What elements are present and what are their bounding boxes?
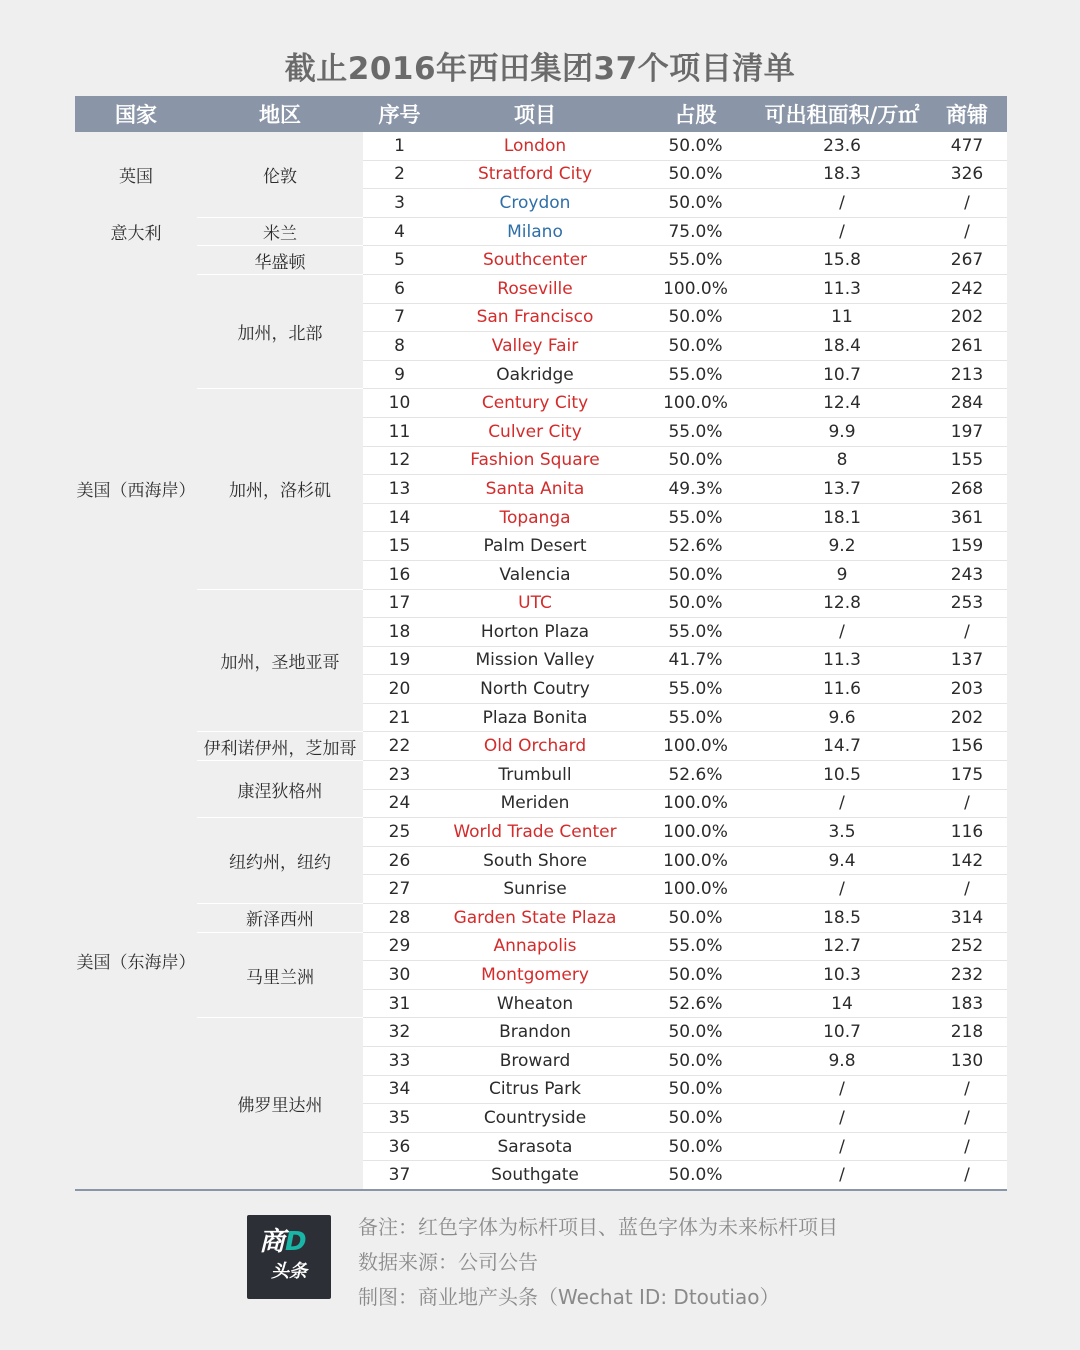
region-cell: 米兰 [197, 217, 363, 246]
area-cell: 11 [757, 303, 927, 332]
area-cell: / [757, 1161, 927, 1190]
share-cell: 50.0% [634, 1161, 757, 1190]
area-cell: / [757, 789, 927, 818]
region-cell: 康涅狄格州 [197, 761, 363, 818]
share-cell: 100.0% [634, 818, 757, 847]
shops-cell: / [927, 875, 1007, 904]
area-cell: 13.7 [757, 475, 927, 504]
header-area: 可出租面积/万㎡ [757, 96, 927, 132]
project-name-cell: Valencia [436, 560, 634, 589]
shops-cell: 268 [927, 475, 1007, 504]
project-name-cell: Plaza Bonita [436, 703, 634, 732]
project-name-cell: Milano [436, 217, 634, 246]
shops-cell: 252 [927, 932, 1007, 961]
area-cell: / [757, 189, 927, 218]
number-cell: 4 [363, 217, 436, 246]
area-cell: 10.3 [757, 961, 927, 990]
number-cell: 26 [363, 846, 436, 875]
area-cell: 18.1 [757, 503, 927, 532]
project-name-cell: Croydon [436, 189, 634, 218]
table-row [75, 761, 1007, 790]
number-cell: 29 [363, 932, 436, 961]
brand-logo [247, 1215, 331, 1299]
number-cell: 22 [363, 732, 436, 761]
area-cell: 9.9 [757, 417, 927, 446]
shops-cell: / [927, 217, 1007, 246]
note-legend: 备注：红色字体为标杆项目、蓝色字体为未来标杆项目 [358, 1215, 838, 1239]
shops-cell: 142 [927, 846, 1007, 875]
shops-cell: 242 [927, 274, 1007, 303]
project-name-cell: Oakridge [436, 360, 634, 389]
shops-cell: / [927, 1104, 1007, 1133]
shops-cell: 314 [927, 904, 1007, 933]
area-cell: / [757, 217, 927, 246]
project-name-cell: South Shore [436, 846, 634, 875]
area-cell: 12.4 [757, 389, 927, 418]
shops-cell: 116 [927, 818, 1007, 847]
table-row [75, 274, 1007, 303]
number-cell: 33 [363, 1047, 436, 1076]
note-credit: 制图：商业地产头条（Wechat ID: Dtoutiao） [358, 1285, 780, 1309]
shops-cell: 203 [927, 675, 1007, 704]
shops-cell: 326 [927, 160, 1007, 189]
project-name-cell: Stratford City [436, 160, 634, 189]
number-cell: 18 [363, 618, 436, 647]
project-name-cell: Montgomery [436, 961, 634, 990]
share-cell: 55.0% [634, 675, 757, 704]
share-cell: 50.0% [634, 1047, 757, 1076]
project-name-cell: Palm Desert [436, 532, 634, 561]
shops-cell: 243 [927, 560, 1007, 589]
share-cell: 50.0% [634, 160, 757, 189]
share-cell: 55.0% [634, 503, 757, 532]
number-cell: 7 [363, 303, 436, 332]
number-cell: 13 [363, 475, 436, 504]
project-name-cell: London [436, 132, 634, 160]
shops-cell: 253 [927, 589, 1007, 618]
project-name-cell: Culver City [436, 417, 634, 446]
share-cell: 50.0% [634, 961, 757, 990]
share-cell: 100.0% [634, 389, 757, 418]
header-share: 占股 [634, 96, 757, 132]
number-cell: 30 [363, 961, 436, 990]
shops-cell: 130 [927, 1047, 1007, 1076]
logo-text-shang: 商 [259, 1227, 286, 1257]
region-cell: 伦敦 [197, 132, 363, 217]
area-cell: 9.6 [757, 703, 927, 732]
project-name-cell: Trumbull [436, 761, 634, 790]
table-row [75, 932, 1007, 961]
table-row [75, 732, 1007, 761]
shops-cell: 155 [927, 446, 1007, 475]
number-cell: 6 [363, 274, 436, 303]
project-name-cell: Annapolis [436, 932, 634, 961]
number-cell: 14 [363, 503, 436, 532]
number-cell: 5 [363, 246, 436, 275]
area-cell: 8 [757, 446, 927, 475]
region-cell: 佛罗里达州 [197, 1018, 363, 1190]
project-name-cell: Meriden [436, 789, 634, 818]
area-cell: 11.6 [757, 675, 927, 704]
share-cell: 55.0% [634, 932, 757, 961]
region-cell: 加州，圣地亚哥 [197, 589, 363, 732]
shops-cell: / [927, 618, 1007, 647]
share-cell: 75.0% [634, 217, 757, 246]
country-cell: 美国（东海岸） [75, 732, 197, 1190]
number-cell: 23 [363, 761, 436, 790]
header-number: 序号 [363, 96, 436, 132]
table-header-row [75, 96, 1007, 132]
share-cell: 100.0% [634, 875, 757, 904]
project-name-cell: Southcenter [436, 246, 634, 275]
number-cell: 31 [363, 989, 436, 1018]
share-cell: 55.0% [634, 360, 757, 389]
region-cell: 伊利诺伊州，芝加哥 [197, 732, 363, 761]
shops-cell: 137 [927, 646, 1007, 675]
number-cell: 21 [363, 703, 436, 732]
table-row [75, 217, 1007, 246]
shops-cell: 232 [927, 961, 1007, 990]
project-name-cell: World Trade Center [436, 818, 634, 847]
shops-cell: 156 [927, 732, 1007, 761]
share-cell: 52.6% [634, 761, 757, 790]
share-cell: 100.0% [634, 732, 757, 761]
share-cell: 55.0% [634, 417, 757, 446]
region-cell: 加州，洛杉矶 [197, 389, 363, 589]
area-cell: 14 [757, 989, 927, 1018]
share-cell: 49.3% [634, 475, 757, 504]
number-cell: 25 [363, 818, 436, 847]
region-cell: 马里兰洲 [197, 932, 363, 1018]
shops-cell: 159 [927, 532, 1007, 561]
shops-cell: 477 [927, 132, 1007, 160]
share-cell: 50.0% [634, 132, 757, 160]
area-cell: 12.8 [757, 589, 927, 618]
shops-cell: 183 [927, 989, 1007, 1018]
header-country: 国家 [75, 96, 197, 132]
project-name-cell: Sarasota [436, 1132, 634, 1161]
area-cell: 9.8 [757, 1047, 927, 1076]
logo-line-1 [259, 1227, 307, 1257]
header-region: 地区 [197, 96, 363, 132]
project-name-cell: Roseville [436, 274, 634, 303]
footnotes [358, 1210, 838, 1315]
shops-cell: 218 [927, 1018, 1007, 1047]
number-cell: 9 [363, 360, 436, 389]
region-cell: 新泽西州 [197, 904, 363, 933]
project-name-cell: Countryside [436, 1104, 634, 1133]
area-cell: 11.3 [757, 646, 927, 675]
area-cell: 3.5 [757, 818, 927, 847]
number-cell: 1 [363, 132, 436, 160]
number-cell: 34 [363, 1075, 436, 1104]
table-row [75, 132, 1007, 160]
number-cell: 24 [363, 789, 436, 818]
number-cell: 12 [363, 446, 436, 475]
share-cell: 50.0% [634, 560, 757, 589]
share-cell: 41.7% [634, 646, 757, 675]
shops-cell: 202 [927, 703, 1007, 732]
number-cell: 36 [363, 1132, 436, 1161]
area-cell: 14.7 [757, 732, 927, 761]
project-name-cell: UTC [436, 589, 634, 618]
project-name-cell: Brandon [436, 1018, 634, 1047]
number-cell: 16 [363, 560, 436, 589]
logo-text-d: D [285, 1227, 307, 1257]
note-source: 数据来源：公司公告 [358, 1250, 538, 1274]
region-cell: 纽约州，纽约 [197, 818, 363, 904]
number-cell: 15 [363, 532, 436, 561]
area-cell: 11.3 [757, 274, 927, 303]
table-row [75, 589, 1007, 618]
shops-cell: 202 [927, 303, 1007, 332]
project-name-cell: Garden State Plaza [436, 904, 634, 933]
share-cell: 50.0% [634, 904, 757, 933]
number-cell: 3 [363, 189, 436, 218]
share-cell: 100.0% [634, 274, 757, 303]
area-cell: 18.5 [757, 904, 927, 933]
project-name-cell: Topanga [436, 503, 634, 532]
share-cell: 55.0% [634, 246, 757, 275]
country-cell: 意大利 [75, 217, 197, 246]
area-cell: / [757, 875, 927, 904]
share-cell: 50.0% [634, 1075, 757, 1104]
project-name-cell: Broward [436, 1047, 634, 1076]
area-cell: 9.4 [757, 846, 927, 875]
shops-cell: 284 [927, 389, 1007, 418]
area-cell: 18.3 [757, 160, 927, 189]
share-cell: 55.0% [634, 703, 757, 732]
bottom-divider [75, 1189, 1007, 1191]
area-cell: / [757, 1132, 927, 1161]
share-cell: 100.0% [634, 789, 757, 818]
number-cell: 35 [363, 1104, 436, 1133]
shops-cell: / [927, 1161, 1007, 1190]
number-cell: 8 [363, 332, 436, 361]
project-name-cell: Mission Valley [436, 646, 634, 675]
number-cell: 11 [363, 417, 436, 446]
area-cell: 15.8 [757, 246, 927, 275]
table-row [75, 1018, 1007, 1047]
share-cell: 50.0% [634, 1018, 757, 1047]
shops-cell: 361 [927, 503, 1007, 532]
table-row [75, 389, 1007, 418]
page-title: 截止2016年西田集团37个项目清单 [284, 51, 796, 87]
number-cell: 37 [363, 1161, 436, 1190]
project-name-cell: North Coutry [436, 675, 634, 704]
project-name-cell: Sunrise [436, 875, 634, 904]
area-cell: 10.5 [757, 761, 927, 790]
number-cell: 32 [363, 1018, 436, 1047]
share-cell: 52.6% [634, 532, 757, 561]
number-cell: 20 [363, 675, 436, 704]
share-cell: 50.0% [634, 589, 757, 618]
logo-line-2: 头条 [271, 1261, 307, 1282]
shops-cell: 175 [927, 761, 1007, 790]
table-row [75, 904, 1007, 933]
area-cell: 10.7 [757, 360, 927, 389]
area-cell: / [757, 1104, 927, 1133]
project-name-cell: Santa Anita [436, 475, 634, 504]
share-cell: 50.0% [634, 446, 757, 475]
area-cell: / [757, 1075, 927, 1104]
project-table [75, 96, 1007, 1190]
header-project: 项目 [436, 96, 634, 132]
number-cell: 2 [363, 160, 436, 189]
project-name-cell: Valley Fair [436, 332, 634, 361]
table-row [75, 246, 1007, 275]
area-cell: 23.6 [757, 132, 927, 160]
area-cell: 18.4 [757, 332, 927, 361]
project-name-cell: Century City [436, 389, 634, 418]
region-cell: 加州，北部 [197, 274, 363, 388]
number-cell: 19 [363, 646, 436, 675]
share-cell: 100.0% [634, 846, 757, 875]
table-row [75, 818, 1007, 847]
project-name-cell: Citrus Park [436, 1075, 634, 1104]
header-shops: 商铺 [927, 96, 1007, 132]
share-cell: 50.0% [634, 332, 757, 361]
shops-cell: / [927, 189, 1007, 218]
area-cell: 12.7 [757, 932, 927, 961]
project-name-cell: Southgate [436, 1161, 634, 1190]
country-cell: 美国（西海岸） [75, 246, 197, 732]
share-cell: 50.0% [634, 1104, 757, 1133]
area-cell: 9 [757, 560, 927, 589]
number-cell: 27 [363, 875, 436, 904]
number-cell: 10 [363, 389, 436, 418]
region-cell: 华盛顿 [197, 246, 363, 275]
share-cell: 55.0% [634, 618, 757, 647]
shops-cell: / [927, 1075, 1007, 1104]
number-cell: 17 [363, 589, 436, 618]
shops-cell: 213 [927, 360, 1007, 389]
share-cell: 52.6% [634, 989, 757, 1018]
shops-cell: / [927, 1132, 1007, 1161]
area-cell: 9.2 [757, 532, 927, 561]
shops-cell: 267 [927, 246, 1007, 275]
project-name-cell: Fashion Square [436, 446, 634, 475]
share-cell: 50.0% [634, 1132, 757, 1161]
project-name-cell: Wheaton [436, 989, 634, 1018]
area-cell: / [757, 618, 927, 647]
country-cell: 英国 [75, 132, 197, 217]
area-cell: 10.7 [757, 1018, 927, 1047]
share-cell: 50.0% [634, 189, 757, 218]
number-cell: 28 [363, 904, 436, 933]
project-name-cell: Horton Plaza [436, 618, 634, 647]
project-name-cell: San Francisco [436, 303, 634, 332]
shops-cell: 261 [927, 332, 1007, 361]
table-body [75, 132, 1007, 1189]
project-name-cell: Old Orchard [436, 732, 634, 761]
share-cell: 50.0% [634, 303, 757, 332]
shops-cell: / [927, 789, 1007, 818]
shops-cell: 197 [927, 417, 1007, 446]
